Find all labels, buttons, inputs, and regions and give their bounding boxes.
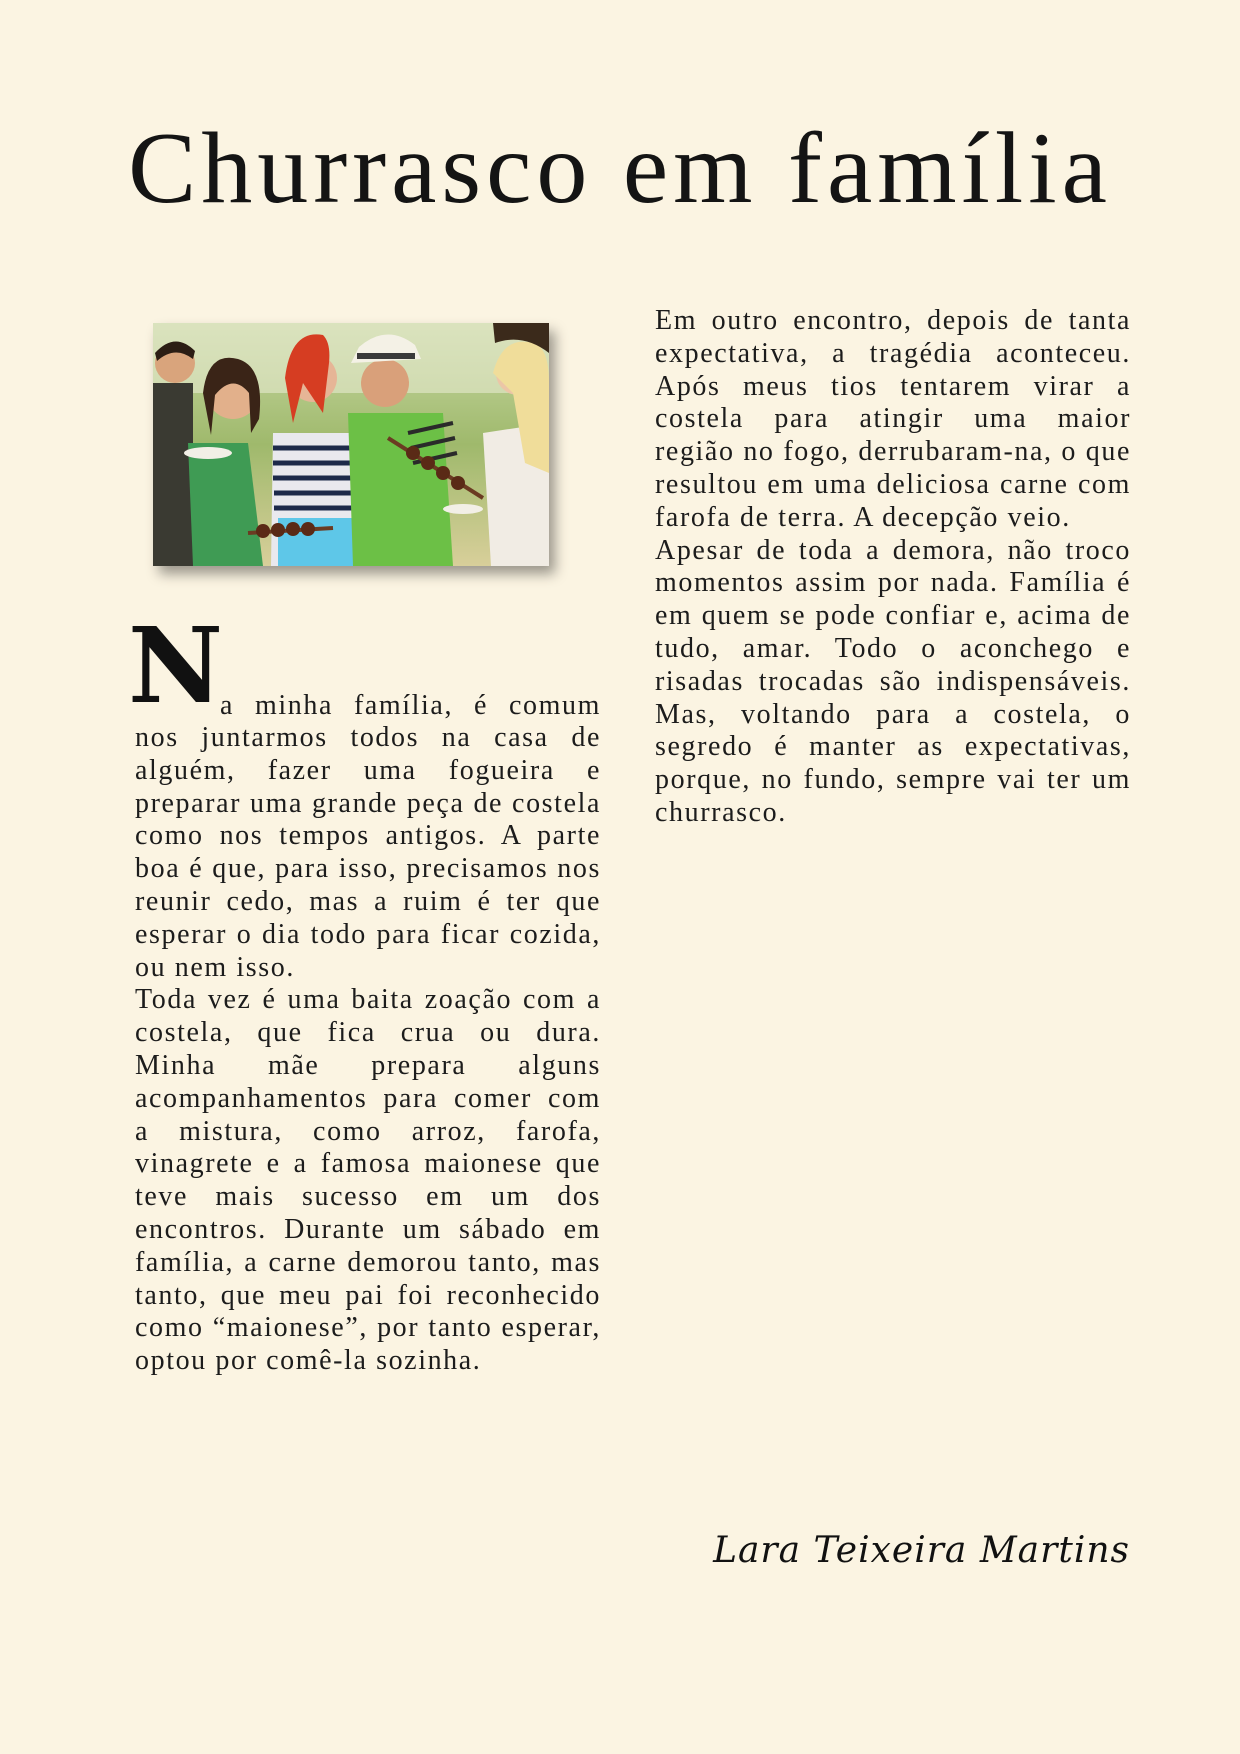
paragraph: Toda vez é uma baita zoação com a costela, que fica crua ou dura. Minha mãe prepara alguns acompanhamentos para comer com a mistura, como arroz, farofa, vinagrete e a famosa maionese que teve mais sucesso em um dos encontros. Durante um sábado em família, a carne demorou tanto, mas tanto, que meu pai foi reconhecido como “maionese”, por tanto esperar, optou por comê-la sozinha. <box>135 984 601 1377</box>
drop-cap: N <box>128 604 224 727</box>
left-column <box>135 722 601 1378</box>
author-signature: Lara Teixeira Martins <box>713 1530 1130 1571</box>
page-title: Churrasco em família <box>128 112 1112 225</box>
right-column <box>655 305 1131 830</box>
barbecue-photo <box>153 323 549 566</box>
paragraph: nos juntarmos todos na casa de alguém, fazer uma fogueira e preparar uma grande peça de costela como nos tempos antigos. A parte boa é que, para isso, precisamos nos reunir cedo, mas a ruim é ter que esperar o dia todo para ficar cozida, ou nem isso. <box>135 722 601 983</box>
paragraph: Em outro encontro, depois de tanta expectativa, a tragédia aconteceu. Após meus tios tentarem virar a costela para atingir uma maior região no fogo, derrubaram-na, o que resultou em uma deliciosa carne com farofa de terra. A decepção veio. <box>655 305 1131 533</box>
paragraph: Apesar de toda a demora, não troco momentos assim por nada. Família é em quem se pode confiar e, acima de tudo, amar. Todo o aconchego e risadas trocadas são indispensáveis. Mas, voltando para a costela, o segredo é manter as expectativas, porque, no fundo, sempre vai ter um churrasco. <box>655 534 1131 828</box>
first-line-text: a minha família, é comum <box>220 690 601 721</box>
